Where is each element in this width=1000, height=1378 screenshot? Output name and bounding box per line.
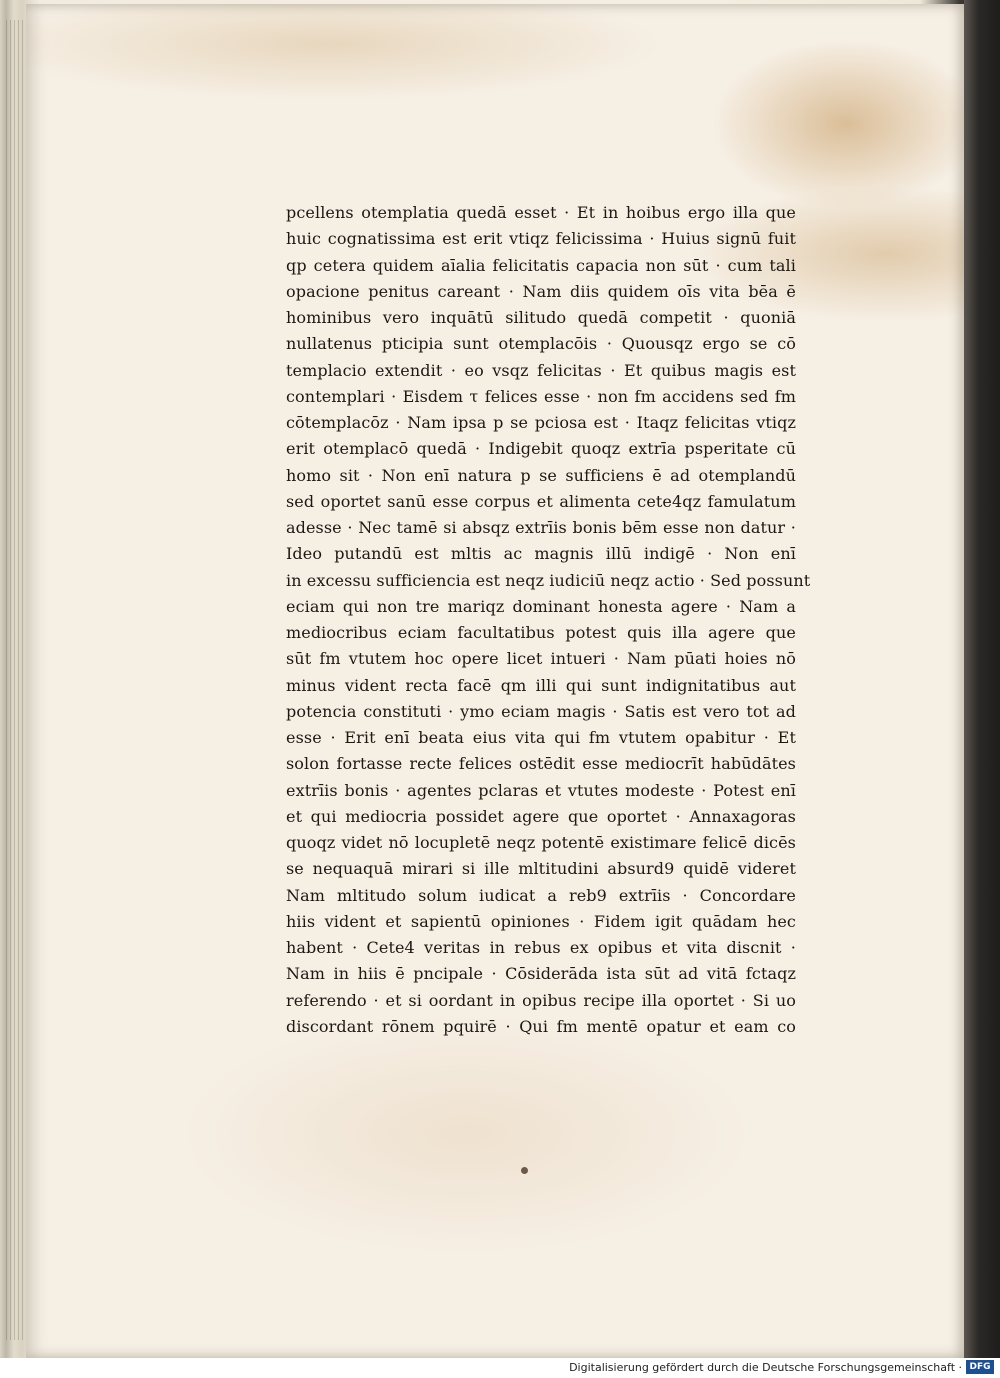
text-line: eciam qui non tre mariqz dominant honesta agere · Nam a — [286, 596, 796, 616]
ink-spot — [521, 1167, 528, 1174]
text-line: homo sit · Non enī natura p se sufficiens ē ad otemplandū — [286, 465, 796, 485]
text-line: extrīis bonis · agentes pclaras et vtutes modeste · Potest enī — [286, 780, 796, 800]
text-line: mediocribus eciam facultatibus potest quis illa agere que — [286, 623, 796, 642]
text-line: discordant rōnem pquirē · Qui fm mentē opatur et eam co — [286, 1016, 796, 1036]
text-block — [286, 200, 811, 1040]
footer-credit: Digitalisierung gefördert durch die Deutsche Forschungsgemeinschaft · — [569, 1361, 962, 1374]
text-line: adesse · Nec tamē si absqz extrīis bonis bēm esse non datur · — [286, 518, 796, 537]
text-line: contemplari · Eisdem τ felices esse · non fm accidens sed fm — [286, 386, 796, 406]
text-line: potencia constituti · ymo eciam magis · Satis est vero tot ad — [286, 701, 796, 721]
text-line: huic cognatissima est erit vtiqz felicissima · Huius signū fuit — [286, 229, 796, 249]
text-line: Nam mltitudo solum iudicat a reb9 extrīis · Concordare — [286, 885, 796, 905]
text-line: Nam in hiis ē pncipale · Cōsiderāda ista sūt ad vitā fctaqz — [286, 964, 796, 984]
footer-bar — [0, 1358, 1000, 1378]
text-line: esse · Erit enī beata eius vita qui fm vtutem opabitur · Et — [286, 728, 796, 747]
text-line: solon fortasse recte felices ostēdit esse mediocrīt habūdātes — [286, 754, 796, 774]
text-line: templacio extendit · eo vsqz felicitas · Et quibus magis est — [286, 360, 796, 380]
text-line: et qui mediocria possidet agere que oportet · Annaxagoras — [286, 806, 796, 826]
text-line: referendo · et si oordant in opibus recipe illa oportet · Si uo — [286, 990, 796, 1010]
text-line: opacione penitus careant · Nam diis quidem oīs vita bēa ē — [286, 281, 796, 301]
text-line: Ideo putandū est mltis ac magnis illū indigē · Non enī — [286, 544, 796, 564]
text-line: nullatenus pticipia sunt otemplacōis · Quousqz ergo se cō — [286, 334, 796, 354]
text-line: qp cetera quidem aīalia felicitatis capacia non sūt · cum tali — [286, 255, 796, 275]
dfg-logo: DFG — [966, 1360, 994, 1374]
text-line: sūt fm vtutem hoc opere licet intueri · Nam pūati hoies nō — [286, 649, 796, 669]
text-line: erit otemplacō quedā · Indigebit quoqz extrīa psperitate cū — [286, 439, 796, 459]
text-line: sed oportet sanū esse corpus et alimenta cete4qz famulatum — [286, 491, 796, 511]
text-line: habent · Cete4 veritas in rebus ex opibus et vita discnit · — [286, 938, 796, 957]
page-edge — [964, 0, 1000, 1358]
text-line: quoqz videt nō locupletē neqz potentē existimare felicē dicēs — [286, 833, 796, 852]
text-line: hiis vident et sapientū opiniones · Fidem igit quādam hec — [286, 911, 796, 931]
text-line: pcellens otemplatia quedā esset · Et in hoibus ergo illa que — [286, 203, 796, 222]
book-gutter — [6, 20, 28, 1340]
text-line: minus vident recta facē qm illi qui sunt indignitatibus aut — [286, 675, 796, 695]
text-line: hominibus vero inquātū silitudo quedā competit · quoniā — [286, 308, 796, 327]
text-line: cōtemplacōz · Nam ipsa p se pciosa est · Itaqz felicitas vtiqz — [286, 413, 796, 432]
text-line: se nequaquā mirari si ille mltitudini absurd9 quidē videret — [286, 859, 796, 879]
text-line: in excessu sufficiencia est neqz iudiciū neqz actio · Sed possunt — [286, 570, 811, 590]
